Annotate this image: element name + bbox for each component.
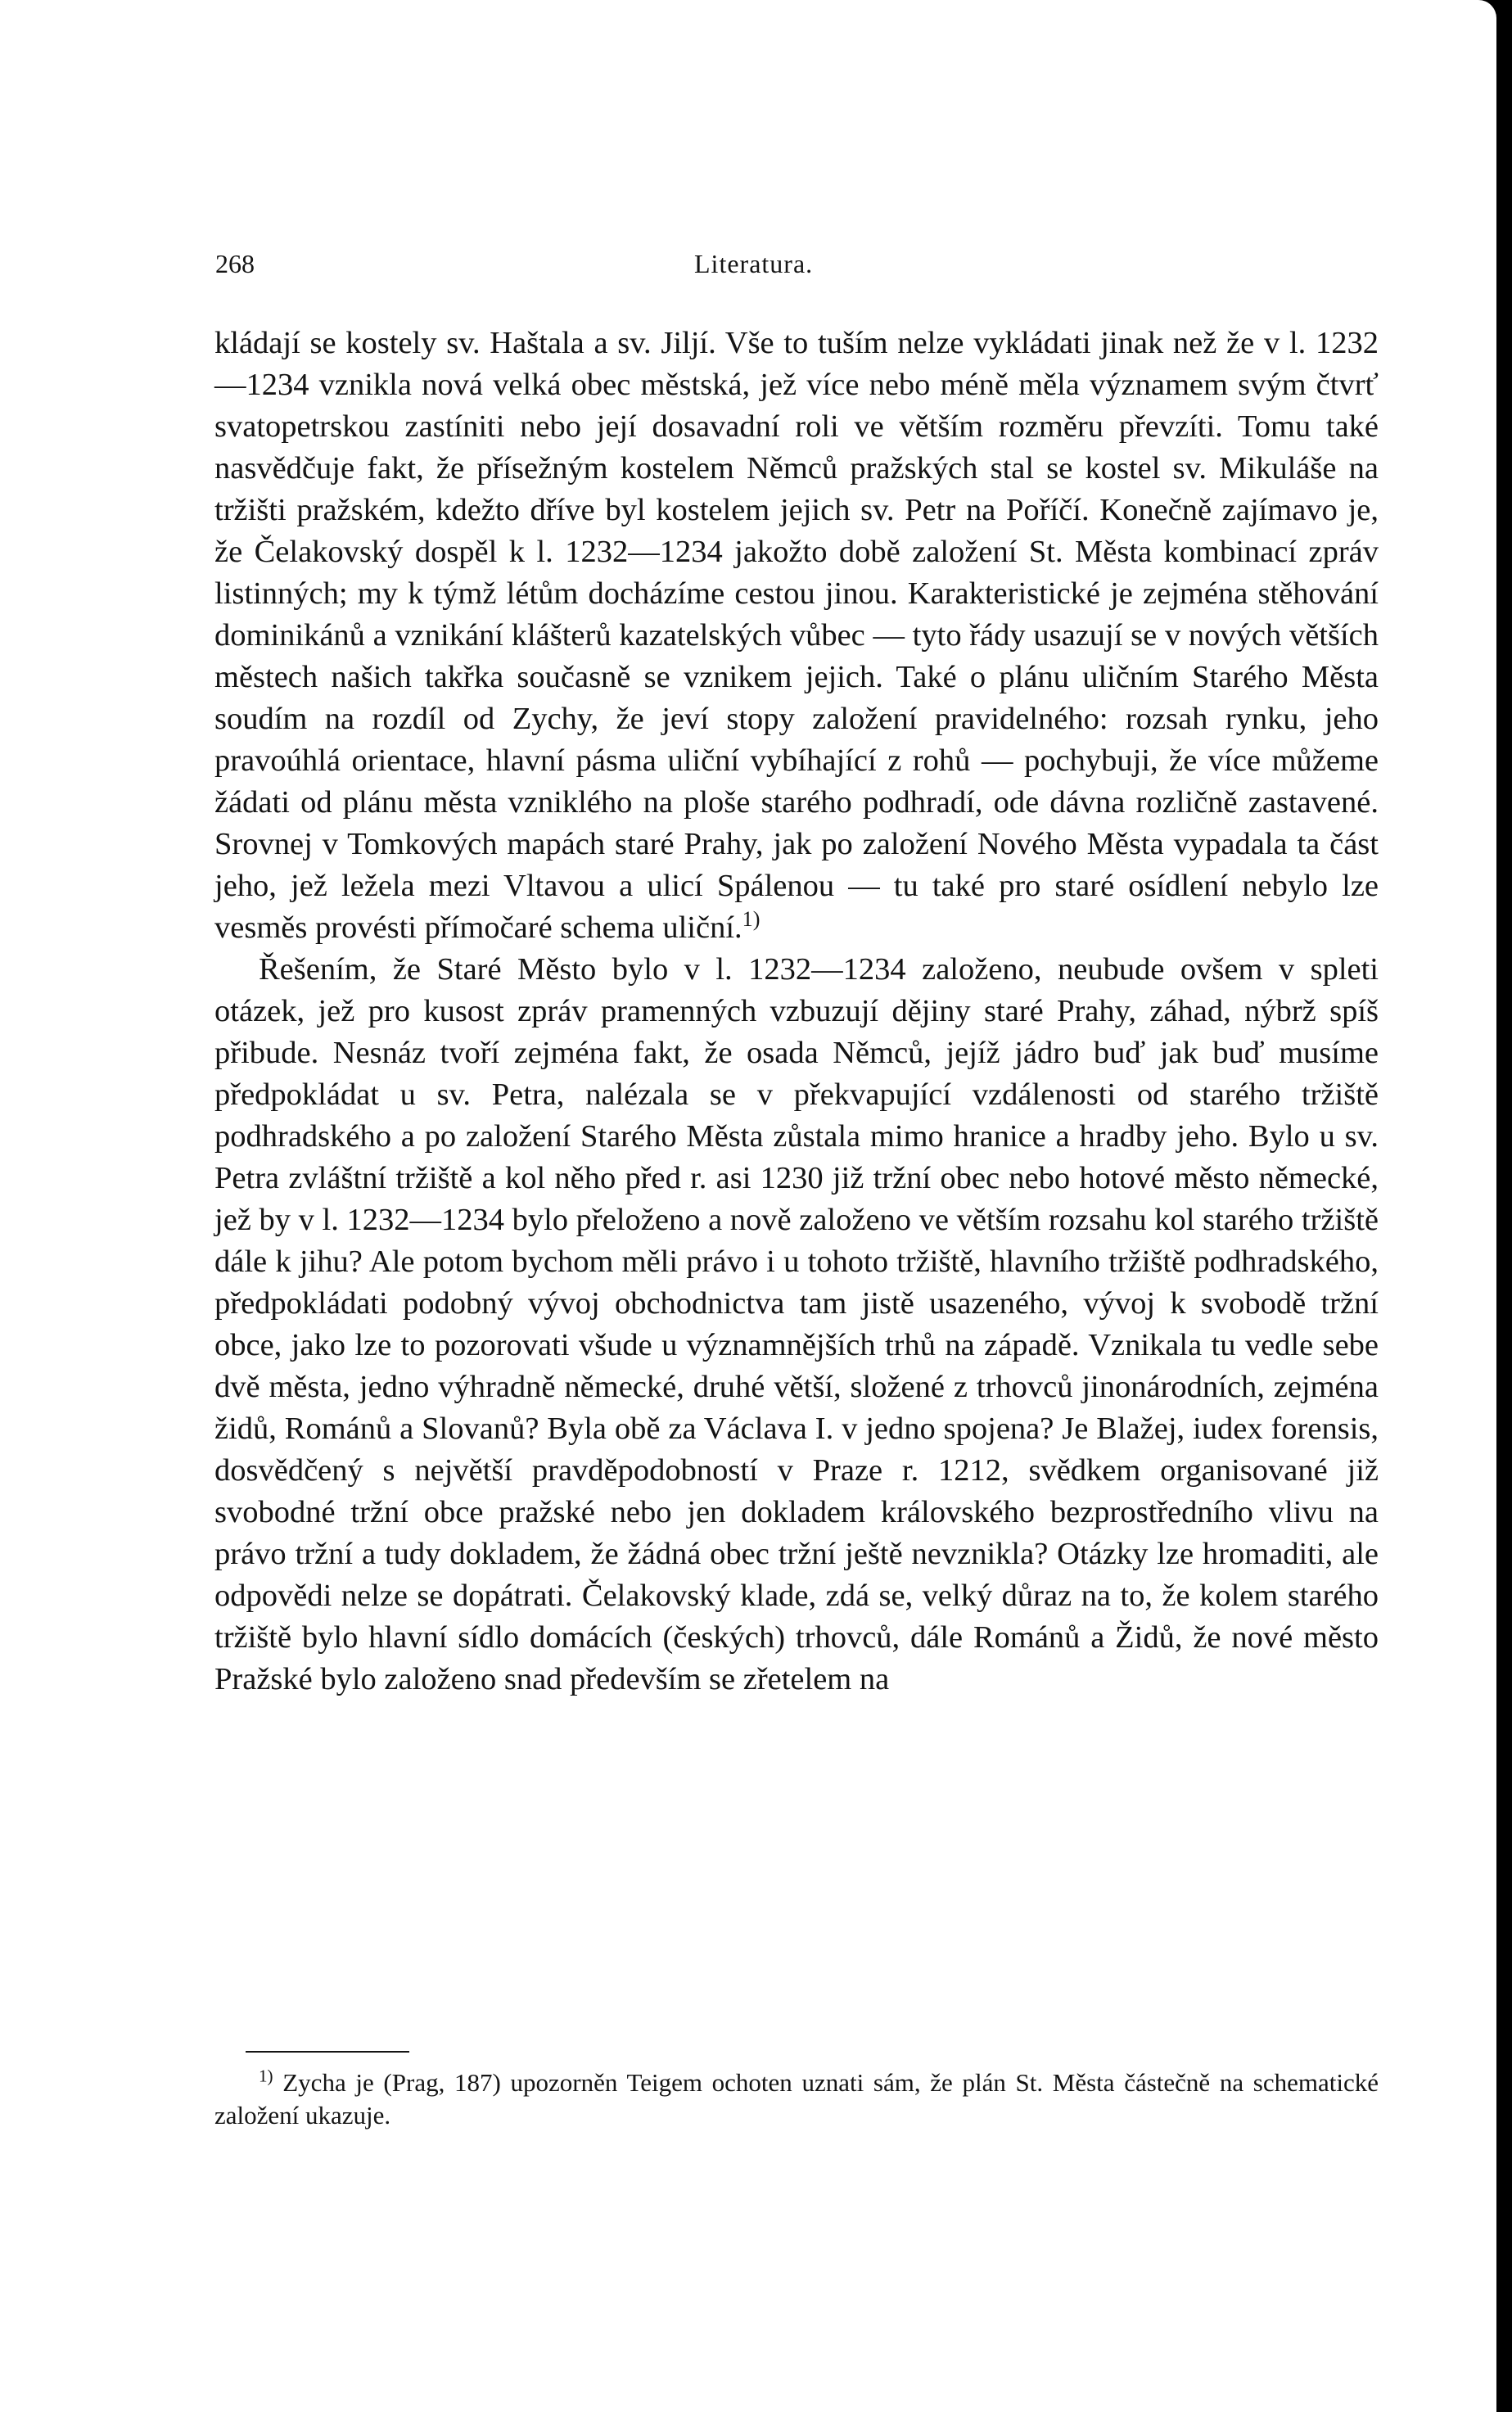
footnote-text: Zycha je (Prag, 187) upozorněn Teigem ochoten uznati sám, že plán St. Města částečně na schematické založení ukazuje.	[214, 2068, 1379, 2130]
paragraph-text: kládají se kostely sv. Haštala a sv. Jiljí. Vše to tuším nelze vykládati jinak než že v l. 1232—1234 vznikla nová velká obec městská, jež více nebo méně měla významem svým čtvrť svatopetrskou zastíniti nebo její dosavadní roli ve větším rozměru převzíti. Tomu také nasvědčuje fakt, že přísežným kostelem Němců pražských stal se kostel sv. Mikuláše na tržišti pražském, kdežto dříve byl kostelem jejich sv. Petr na Poříčí. Konečně zajímavo je, že Čelakovský dospěl k l. 1232—1234 jakožto době založení St. Města kombinací zpráv listinných; my k týmž létům docházíme cestou jinou. Karakteristické je zejména stěhování dominikánů a vznikání klášterů kazatelských vůbec — tyto řády usazují se v nových větších městech našich takřka současně se vznikem jejich. Také o plánu uličním Starého Města soudím na rozdíl od Zychy, že jeví stopy založení pravidelného: rozsah rynku, jeho pravoúhlá orientace, hlavní pásma uliční vybíhající z rohů — pochybuji, že více můžeme žádati od plánu města vzniklého na ploše starého podhradí, ode dávna rozličně zastavené. Srovnej v Tomkových mapách staré Prahy, jak po založení Nového Města vypadala ta část jeho, jež ležela mezi Vltavou a ulicí Spálenou — tu také pro staré osídlení nebylo lze vesměs provésti přímočaré schema uliční.	[214, 326, 1379, 945]
paragraph	[214, 949, 1379, 1701]
page-number: 268	[215, 249, 255, 278]
footnote-reference: 1)	[742, 907, 761, 932]
paragraph	[214, 323, 1379, 949]
page-header	[215, 249, 1378, 290]
footnote-marker: 1)	[259, 2066, 273, 2086]
footnote-divider	[246, 2051, 409, 2053]
paragraph-text: Řešením, že Staré Město bylo v l. 1232—1234 založeno, neubude ovšem v spleti otázek, jež pro kusost zpráv pramenných vzbuzují dějiny staré Prahy, záhad, nýbrž spíš přibude. Nesnáz tvoří zejména fakt, že osada Němců, jejíž jádro buď jak buď musíme předpokládat u sv. Petra, nalézala se v překvapující vzdálenosti od starého tržiště podhradského a po založení Starého Města zůstala mimo hranice a hradby jeho. Bylo u sv. Petra zvláštní tržiště a kol něho před r. asi 1230 již tržní obec nebo hotové město německé, jež by v l. 1232—1234 bylo přeloženo a nově založeno ve větším rozsahu kol starého tržiště dále k jihu? Ale potom bychom měli právo i u tohoto tržiště, hlavního tržiště podhradského, předpokládati podobný vývoj obchodnictva tam jistě usazeného, vývoj k svobodě tržní obce, jako lze to pozorovati všude u významnějších trhů na západě. Vznikala tu vedle sebe dvě města, jedno výhradně německé, druhé větší, složené z trhovců jinonárodních, zejména židů, Románů a Slovanů? Byla obě za Václava I. v jedno spojena? Je Blažej, iudex forensis, dosvědčený s největší pravděpodobností v Praze r. 1212, svědkem organisované již svobodné tržní obce pražské nebo jen dokladem královského bezprostředního vlivu na právo tržní a tudy dokladem, že žádná obec tržní ještě nevznikla? Otázky lze hromaditi, ale odpovědi nelze se dopátrati. Čelakovský klade, zdá se, velký důraz na to, že kolem starého tržiště bylo hlavní sídlo domácích (českých) trhovců, dále Románů a Židů, že nové město Pražské bylo založeno snad především se zřetelem na	[214, 952, 1379, 1696]
scan-edge	[1496, 0, 1512, 2412]
footnote	[214, 2066, 1379, 2132]
footnotes	[214, 2066, 1379, 2132]
running-head: Literatura.	[694, 249, 814, 278]
main-text	[214, 323, 1379, 1701]
